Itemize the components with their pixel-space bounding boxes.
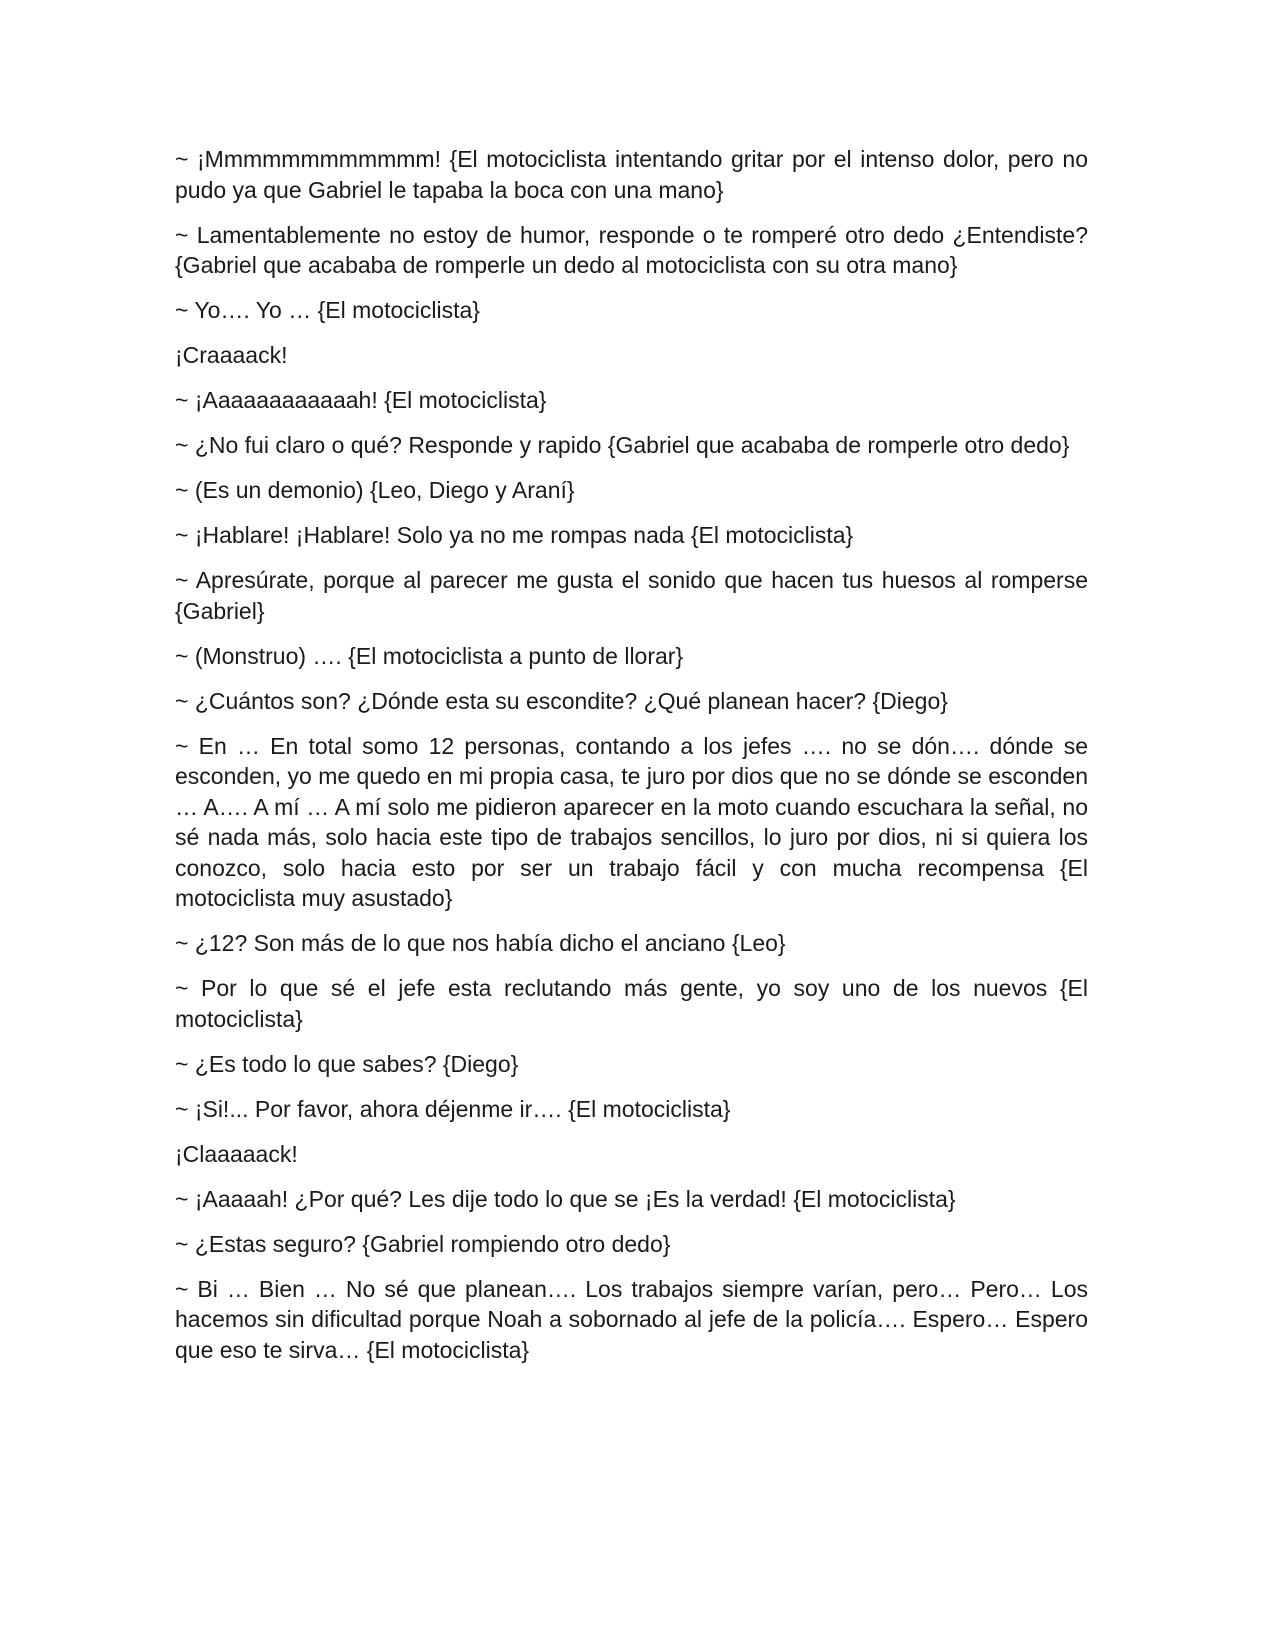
paragraph: ~ En … En total somo 12 personas, contando a los jefes …. no se dón…. dónde se esconden, yo me quedo en mi propia casa, te juro por dios que no se dónde se esconden … A…. A mí … A mí solo me pidieron aparecer en la moto cuando escuchara la señal, no sé nada más, solo hacia este tipo de trabajos sencillos, lo juro por dios, ni si quiera los conozco, solo hacia esto por ser un trabajo fácil y con mucha recompensa {El motociclista muy asustado} bbox=[175, 732, 1088, 911]
paragraph: ~ Bi … Bien … No sé que planean…. Los trabajos siempre varían, pero… Pero… Los hacemos sin dificultad porque Noah a sobornado al jefe de la policía…. Espero… Espero que eso te sirva… {El motociclista} bbox=[175, 1275, 1088, 1363]
paragraph: ~ ¡Aaaaaaaaaaaah! {El motociclista} bbox=[175, 387, 547, 413]
paragraph: ~ ¿Cuántos son? ¿Dónde esta su escondite? ¿Qué planean hacer? {Diego} bbox=[175, 687, 948, 714]
paragraph: ~ ¡Aaaaah! ¿Por qué? Les dije todo lo que se ¡Es la verdad! {El motociclista} bbox=[175, 1185, 956, 1212]
paragraph: ¡Craaaack! bbox=[175, 342, 288, 368]
paragraph: ~ (Es un demonio) {Leo, Diego y Araní} bbox=[175, 477, 575, 503]
paragraph: ~ (Monstruo) …. {El motociclista a punto de llorar} bbox=[175, 642, 684, 669]
paragraph: ~ ¡Si!... Por favor, ahora déjenme ir…. {El motociclista} bbox=[175, 1095, 731, 1122]
paragraph: ~ ¿Estas seguro? {Gabriel rompiendo otro dedo} bbox=[175, 1230, 671, 1257]
paragraph: ~ ¿No fui claro o qué? Responde y rapido {Gabriel que acababa de romperle otro dedo} bbox=[175, 432, 1070, 458]
paragraph: ~ ¡Hablare! ¡Hablare! Solo ya no me rompas nada {El motociclista} bbox=[175, 522, 854, 548]
paragraph: ~ ¿Es todo lo que sabes? {Diego} bbox=[175, 1050, 519, 1077]
paragraph: ¡Claaaaack! bbox=[175, 1140, 298, 1167]
paragraph: ~ Apresúrate, porque al parecer me gusta el sonido que hacen tus huesos al romperse {Gabriel} bbox=[175, 567, 1088, 624]
paragraph: ~ ¿12? Son más de lo que nos había dicho el anciano {Leo} bbox=[175, 930, 786, 956]
paragraph: ~ Lamentablemente no estoy de humor, responde o te romperé otro dedo ¿Entendiste? {Gabriel que acababa de romperle un dedo al motociclista con su otra mano} bbox=[175, 221, 1088, 278]
paragraph: ~ Por lo que sé el jefe esta reclutando más gente, yo soy uno de los nuevos {El motociclista} bbox=[175, 975, 1088, 1032]
paragraph: ~ ¡Mmmmmmmmmmmm! {El motociclista intentando gritar por el intenso dolor, pero no pudo ya que Gabriel le tapaba la boca con una mano} bbox=[175, 146, 1088, 203]
document-body bbox=[175, 144, 1088, 1380]
paragraph: ~ Yo…. Yo … {El motociclista} bbox=[175, 297, 480, 323]
